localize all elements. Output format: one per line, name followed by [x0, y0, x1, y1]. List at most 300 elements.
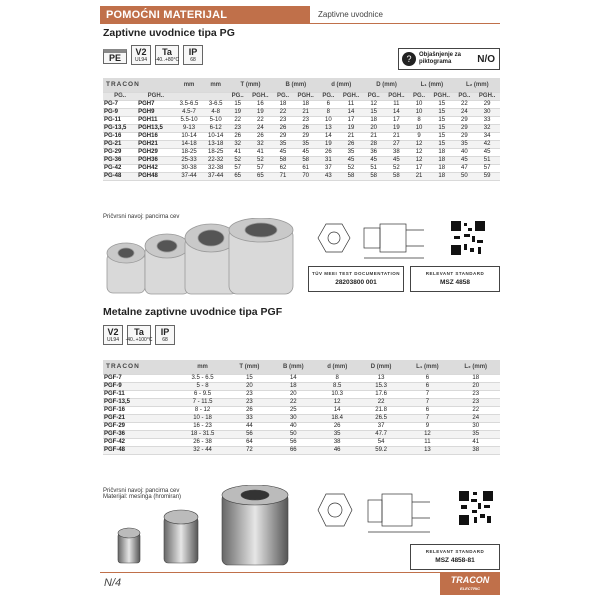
table-cell: 10-14: [204, 132, 228, 140]
table-cell: 6: [403, 374, 451, 382]
table-cell: 8.5: [316, 382, 359, 390]
sub-column-header: PGH..: [137, 92, 174, 100]
table-cell: 45: [273, 148, 293, 156]
table-cell: 47.7: [359, 430, 404, 438]
table-cell: 12: [364, 100, 384, 108]
table-cell: 23: [451, 390, 500, 398]
column-header: d (mm): [319, 78, 364, 92]
table-cell: 19: [247, 108, 273, 116]
table-cell: PGH29: [137, 148, 174, 156]
table-cell: 30-38: [175, 164, 204, 172]
table-cell: 38: [451, 446, 500, 454]
table-cell: 26: [273, 124, 293, 132]
table-cell: 15: [429, 116, 455, 124]
section2-title: Metalne zaptivne uvodnice tipa PGF: [103, 306, 283, 318]
table-cell: 10: [319, 116, 339, 124]
pg-glands-photo: [103, 218, 303, 298]
table-cell: 32: [247, 140, 273, 148]
table-cell: 62: [273, 164, 293, 172]
table-cell: 22-32: [204, 156, 228, 164]
page-footer: [100, 572, 500, 594]
table-cell: 45: [384, 156, 410, 164]
table-cell: 24: [247, 124, 273, 132]
table-cell: 6: [403, 406, 451, 414]
table-cell: 70: [293, 172, 319, 180]
table-cell: 58: [338, 172, 364, 180]
table-cell: 18: [364, 116, 384, 124]
sub-column-header: PGH..: [247, 92, 273, 100]
category-title: POMOĆNI MATERIJAL: [100, 6, 310, 24]
table-cell: 12: [403, 430, 451, 438]
table-row: [103, 390, 500, 398]
table-cell: 15: [429, 140, 455, 148]
brand-label: TRACON: [103, 360, 177, 374]
table-cell: 32-38: [204, 164, 228, 172]
table-row: [103, 164, 500, 172]
table-row: [103, 446, 500, 454]
table-cell: 14: [316, 406, 359, 414]
table-cell: 30: [271, 414, 316, 422]
table-row: [103, 116, 500, 124]
table-cell: 24: [451, 414, 500, 422]
table-row: [103, 108, 500, 116]
table-cell: PG-36: [103, 156, 137, 164]
table-cell: 22: [273, 108, 293, 116]
table-cell: 37-44: [204, 172, 228, 180]
table-cell: 37: [359, 422, 404, 430]
table-cell: 38: [384, 148, 410, 156]
sub-column-header: PGH..: [293, 92, 319, 100]
table-cell: 22: [451, 406, 500, 414]
sub-column-header: PGH..: [384, 92, 410, 100]
table-row: [103, 124, 500, 132]
table-cell: 29: [474, 100, 500, 108]
table-cell: PGH13,5: [137, 124, 174, 132]
table-cell: 58: [364, 172, 384, 180]
table-row: [103, 398, 500, 406]
column-header: d (mm): [316, 360, 359, 374]
table-cell: 13-18: [204, 140, 228, 148]
table-cell: 3.5 - 6.5: [177, 374, 227, 382]
table-cell: 12: [409, 156, 429, 164]
table-row: [103, 414, 500, 422]
table-cell: 14: [319, 132, 339, 140]
table-cell: 29: [273, 132, 293, 140]
table-cell: 59.2: [359, 446, 404, 454]
table-cell: 22: [359, 398, 404, 406]
table-cell: 52: [228, 156, 248, 164]
table-cell: 18: [429, 172, 455, 180]
table-cell: 18: [273, 100, 293, 108]
table-cell: 29: [293, 132, 319, 140]
sub-column-header: PGH..: [338, 92, 364, 100]
table-cell: 29: [455, 132, 475, 140]
table-cell: 34: [474, 132, 500, 140]
table-cell: 18 - 31.5: [177, 430, 227, 438]
pe-icon: PE: [103, 49, 127, 64]
table-cell: 65: [247, 172, 273, 180]
table-cell: 17: [384, 116, 410, 124]
table-cell: 26: [293, 124, 319, 132]
table-cell: 26: [228, 132, 248, 140]
table-cell: 26: [319, 148, 339, 156]
table-cell: 25: [271, 406, 316, 414]
table-cell: 26.5: [359, 414, 404, 422]
table-cell: 46: [316, 446, 359, 454]
table-cell: 21: [384, 132, 410, 140]
table-cell: 45: [338, 156, 364, 164]
table-cell: 12: [316, 398, 359, 406]
table-cell: 52: [247, 156, 273, 164]
table-cell: PGF-7: [103, 374, 177, 382]
table-cell: 38: [316, 438, 359, 446]
table-cell: 22: [455, 100, 475, 108]
table-cell: 41: [247, 148, 273, 156]
table-row: [103, 148, 500, 156]
table-cell: 11: [338, 100, 364, 108]
table-cell: 9: [403, 422, 451, 430]
table-cell: PGF-36: [103, 430, 177, 438]
pgf-technical-drawing: [312, 488, 442, 538]
table-cell: 27: [384, 140, 410, 148]
table-cell: 11: [384, 100, 410, 108]
table-cell: 43: [319, 172, 339, 180]
table-cell: 56: [228, 430, 271, 438]
table-cell: 30: [451, 422, 500, 430]
table-cell: PGF-21: [103, 414, 177, 422]
page-number: N/4: [104, 577, 122, 589]
table-cell: 23: [293, 116, 319, 124]
table-row: [103, 406, 500, 414]
table-row: [103, 132, 500, 140]
table-cell: PG-9: [103, 108, 137, 116]
table-cell: 9-13: [175, 124, 204, 132]
table-cell: 57: [247, 164, 273, 172]
table-cell: 12: [409, 140, 429, 148]
sub-column-header: PGH..: [429, 92, 455, 100]
table-cell: PG-29: [103, 148, 137, 156]
table-cell: 10: [409, 124, 429, 132]
table-cell: 59: [474, 172, 500, 180]
sub-column-header: PG..: [409, 92, 429, 100]
test-documentation-box: TÜV MEEI TEST DOCUMENTATION 28203800 001: [308, 266, 404, 292]
table-row: [103, 374, 500, 382]
table-cell: 9: [409, 132, 429, 140]
info-head-icon: ?: [402, 52, 416, 66]
ip-rating-icon: IP 68: [183, 45, 203, 65]
table-cell: 35: [273, 140, 293, 148]
table-cell: 26: [316, 422, 359, 430]
table-cell: 6-12: [204, 124, 228, 132]
table-cell: 51: [474, 156, 500, 164]
table-cell: PG-21: [103, 140, 137, 148]
table-cell: 15.3: [359, 382, 404, 390]
table-cell: 13: [319, 124, 339, 132]
table-cell: 57: [474, 164, 500, 172]
table-cell: 20: [271, 390, 316, 398]
table-cell: 66: [271, 446, 316, 454]
table-cell: 15: [429, 124, 455, 132]
table-cell: 33: [228, 414, 271, 422]
table-cell: 7 - 11.5: [177, 398, 227, 406]
table-cell: 18-25: [204, 148, 228, 156]
table-cell: 14: [338, 108, 364, 116]
table-cell: PGF-13,5: [103, 398, 177, 406]
table-cell: 50: [455, 172, 475, 180]
table-cell: 3.5-6.5: [175, 100, 204, 108]
table-cell: PGF-29: [103, 422, 177, 430]
standard-box-2: RELEVANT STANDARD MSZ 4858-81: [410, 544, 500, 570]
table-cell: PGH21: [137, 140, 174, 148]
table-cell: PGH9: [137, 108, 174, 116]
pg-technical-drawing: [312, 218, 440, 262]
section2-pictograms: [103, 325, 175, 345]
standard-box-1: RELEVANT STANDARD MSZ 4858: [410, 266, 500, 292]
table-cell: 35: [293, 140, 319, 148]
table-row: [103, 140, 500, 148]
table-row: [103, 156, 500, 164]
table-cell: 61: [293, 164, 319, 172]
tracon-logo: TRACON ELECTRIC: [440, 573, 500, 595]
table-cell: PGH11: [137, 116, 174, 124]
section1-pictograms: [103, 45, 203, 65]
table-cell: PGF-16: [103, 406, 177, 414]
sub-column-header: [175, 92, 204, 100]
table-cell: 52: [338, 164, 364, 172]
brand-label: TRACON: [103, 78, 175, 92]
column-header: T (mm): [228, 78, 273, 92]
table-cell: 20: [228, 382, 271, 390]
table-cell: 5 - 8: [177, 382, 227, 390]
sub-column-header: PG..: [103, 92, 137, 100]
table-cell: 40: [271, 422, 316, 430]
table-cell: 21: [409, 172, 429, 180]
ip-rating-icon: IP 68: [155, 325, 175, 345]
table-cell: 54: [359, 438, 404, 446]
table-cell: 37: [319, 164, 339, 172]
table-cell: 26: [228, 406, 271, 414]
table-cell: PGH36: [137, 156, 174, 164]
table-cell: 8: [316, 374, 359, 382]
table-row: [103, 422, 500, 430]
qr-code-2[interactable]: [458, 490, 494, 526]
table-cell: 10: [409, 108, 429, 116]
table-cell: 18-25: [175, 148, 204, 156]
table-cell: 5.5-10: [175, 116, 204, 124]
section2-note: Pričvrsni navoj: pancirna cev Materijal: mesinga (hromiran): [103, 488, 182, 500]
table-cell: 13: [359, 374, 404, 382]
table-cell: PGH7: [137, 100, 174, 108]
table-cell: 7: [403, 390, 451, 398]
table-cell: 50: [271, 430, 316, 438]
table-cell: 32 - 44: [177, 446, 227, 454]
table-cell: PGF-9: [103, 382, 177, 390]
table-cell: 8 - 12: [177, 406, 227, 414]
table-cell: 40: [455, 148, 475, 156]
table-cell: 31: [319, 156, 339, 164]
table-cell: 7: [403, 414, 451, 422]
table-cell: 25-33: [175, 156, 204, 164]
table-cell: 22: [271, 398, 316, 406]
table-cell: 17: [338, 116, 364, 124]
table-cell: 18: [429, 156, 455, 164]
table-cell: 33: [474, 116, 500, 124]
table-cell: 10-14: [175, 132, 204, 140]
column-header: B (mm): [273, 78, 318, 92]
table-row: [103, 172, 500, 180]
column-header: T (mm): [228, 360, 271, 374]
table-cell: PGF-42: [103, 438, 177, 446]
table-cell: 15: [429, 108, 455, 116]
table-cell: 41: [228, 148, 248, 156]
table-cell: 45: [364, 156, 384, 164]
flammability-icon: V2 UL94: [131, 45, 151, 65]
table-cell: 47: [455, 164, 475, 172]
table-cell: 58: [273, 156, 293, 164]
table-cell: PGF-48: [103, 446, 177, 454]
pgf-spec-table: [103, 360, 500, 455]
table-cell: 11: [403, 438, 451, 446]
table-cell: 4-8: [204, 108, 228, 116]
column-header: mm: [177, 360, 227, 374]
table-cell: 18.4: [316, 414, 359, 422]
table-cell: 65: [228, 172, 248, 180]
table-cell: 41: [451, 438, 500, 446]
table-cell: 71: [273, 172, 293, 180]
table-cell: 21: [338, 132, 364, 140]
pgf-glands-photo: [112, 485, 302, 570]
table-cell: 10: [409, 100, 429, 108]
table-cell: 26 - 38: [177, 438, 227, 446]
table-row: [103, 100, 500, 108]
qr-code-1[interactable]: [450, 220, 486, 256]
pictogram-legend: ? Objašnjenje za piktograma N/O: [398, 48, 500, 70]
table-cell: 45: [474, 148, 500, 156]
table-cell: PG-7: [103, 100, 137, 108]
table-cell: 13: [403, 446, 451, 454]
table-cell: 56: [271, 438, 316, 446]
table-cell: 12: [409, 148, 429, 156]
table-row: [103, 430, 500, 438]
column-header: mm: [204, 78, 228, 92]
sub-column-header: [204, 92, 228, 100]
table-cell: 44: [228, 422, 271, 430]
table-cell: 26: [338, 140, 364, 148]
table-cell: 14: [271, 374, 316, 382]
table-cell: 23: [228, 124, 248, 132]
table-cell: 3-6.5: [204, 100, 228, 108]
table-cell: PGF-11: [103, 390, 177, 398]
table-cell: 23: [228, 398, 271, 406]
column-header: D (mm): [359, 360, 404, 374]
table-cell: PGH42: [137, 164, 174, 172]
header-bar: [100, 6, 500, 24]
table-cell: 17: [409, 164, 429, 172]
table-cell: 35: [451, 430, 500, 438]
table-cell: PGH48: [137, 172, 174, 180]
table-cell: 28: [364, 140, 384, 148]
table-cell: PG-13,5: [103, 124, 137, 132]
page-subtitle: Zaptivne uvodnice: [310, 6, 500, 24]
table-cell: 6: [319, 100, 339, 108]
table-cell: 21: [293, 108, 319, 116]
table-cell: 32: [474, 124, 500, 132]
table-cell: 16 - 23: [177, 422, 227, 430]
section1-title: Zaptivne uvodnice tipa PG: [103, 27, 235, 39]
table-cell: 6 - 9.5: [177, 390, 227, 398]
table-cell: 26: [247, 132, 273, 140]
table-cell: PG-11: [103, 116, 137, 124]
temperature-icon: Ta -40..+100°C: [127, 325, 151, 345]
sub-column-header: PG..: [228, 92, 248, 100]
table-cell: 6: [403, 382, 451, 390]
table-cell: PG-16: [103, 132, 137, 140]
temperature-icon: Ta -40..+80°C: [155, 45, 179, 65]
column-header: B (mm): [271, 360, 316, 374]
table-cell: 20: [451, 382, 500, 390]
table-cell: 72: [228, 446, 271, 454]
table-cell: 8: [319, 108, 339, 116]
table-cell: 22: [228, 116, 248, 124]
table-cell: 21.8: [359, 406, 404, 414]
table-cell: 16: [247, 100, 273, 108]
table-cell: 15: [228, 374, 271, 382]
table-cell: 58: [384, 172, 410, 180]
table-cell: 18: [271, 382, 316, 390]
column-header: D (mm): [364, 78, 409, 92]
table-cell: 42: [474, 140, 500, 148]
table-cell: 35: [316, 430, 359, 438]
table-cell: 15: [364, 108, 384, 116]
table-cell: PG-42: [103, 164, 137, 172]
table-cell: 32: [228, 140, 248, 148]
column-header: L₂ (mm): [451, 360, 500, 374]
table-cell: 36: [364, 148, 384, 156]
table-row: [103, 438, 500, 446]
table-cell: 7: [403, 398, 451, 406]
table-cell: 58: [293, 156, 319, 164]
sub-column-header: PG..: [273, 92, 293, 100]
table-cell: 8: [409, 116, 429, 124]
table-cell: 15: [429, 132, 455, 140]
sub-column-header: PG..: [455, 92, 475, 100]
table-cell: 45: [455, 156, 475, 164]
table-cell: 35: [455, 140, 475, 148]
table-cell: 19: [338, 124, 364, 132]
table-cell: 21: [364, 132, 384, 140]
sub-column-header: PGH..: [474, 92, 500, 100]
table-cell: 18: [429, 148, 455, 156]
table-cell: 18: [451, 374, 500, 382]
table-cell: 10 - 18: [177, 414, 227, 422]
pg-spec-table: [103, 78, 500, 181]
table-cell: 19: [319, 140, 339, 148]
table-cell: 18: [429, 164, 455, 172]
table-cell: 4.5-7: [175, 108, 204, 116]
table-cell: 57: [228, 164, 248, 172]
column-header: L₁ (mm): [409, 78, 454, 92]
table-cell: 15: [228, 100, 248, 108]
table-cell: 23: [228, 390, 271, 398]
table-cell: 30: [474, 108, 500, 116]
flammability-icon: V2 UL94: [103, 325, 123, 345]
column-header: L₂ (mm): [455, 78, 500, 92]
table-cell: 18: [293, 100, 319, 108]
table-cell: 5-10: [204, 116, 228, 124]
table-cell: 24: [455, 108, 475, 116]
table-cell: 51: [364, 164, 384, 172]
section1-note: Pričvrsni navoj: pancirna cev: [103, 214, 180, 220]
